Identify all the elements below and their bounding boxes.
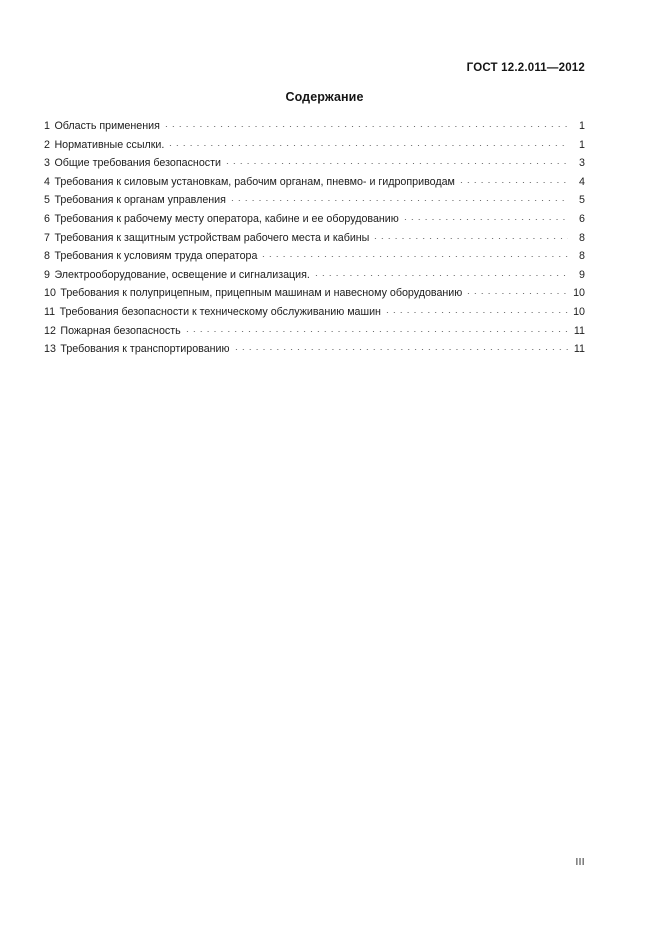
toc-dot-leader (465, 285, 568, 296)
toc-dot-leader (229, 192, 568, 203)
page-title-text: Содержание (285, 90, 364, 104)
toc-entry[interactable] (44, 137, 585, 156)
toc-entry-number: 12 (44, 324, 56, 337)
toc-entry-page-number: 10 (573, 305, 585, 318)
toc-entry-number: 5 (44, 194, 50, 207)
toc-entry-label: Требования к рабочему месту оператора, кабине и ее оборудованию (54, 212, 399, 225)
toc-entry[interactable] (44, 248, 585, 267)
toc-entry-page-number: 8 (579, 250, 585, 263)
toc-dot-leader (384, 304, 568, 315)
toc-entry-label: Требования к полуприцепным, прицепным машинам и навесному оборудованию (60, 287, 463, 300)
toc-entry-page-number: 5 (579, 194, 585, 207)
toc-entry-page-number: 8 (579, 231, 585, 244)
toc-entry-label: Общие требования безопасности (54, 157, 221, 170)
toc-entry-label: Требования к условиям труда оператора (54, 250, 258, 263)
toc-dot-leader (163, 118, 568, 129)
toc-entry-number: 1 (44, 120, 50, 132)
toc-dot-leader (313, 267, 568, 278)
toc-entry[interactable] (44, 285, 585, 304)
toc-entry-label: Требования к защитным устройствам рабочего места и кабины (54, 231, 370, 244)
toc-dot-leader (402, 211, 568, 222)
toc-dot-leader (184, 323, 568, 334)
toc-dot-leader (224, 155, 568, 166)
toc-entry-label: Нормативные ссылки. (54, 138, 165, 151)
toc-entry-page-number: 3 (579, 157, 585, 170)
toc-entry-page-number: 10 (573, 287, 585, 300)
toc-dot-leader (372, 230, 568, 241)
toc-entry-number: 4 (44, 175, 50, 188)
toc-entry-page-number: 6 (579, 212, 585, 225)
toc-entry-page-number: 4 (579, 175, 585, 188)
toc-entry-page-number: 9 (579, 268, 585, 281)
toc-entry-label: Пожарная безопасность (60, 324, 181, 337)
toc-entry-label: Требования к транспортированию (60, 343, 230, 356)
toc-entry-number: 11 (44, 305, 56, 318)
toc-entry[interactable] (44, 211, 585, 230)
toc-entry-label: Электрооборудование, освещение и сигнализация. (54, 268, 310, 281)
toc-entry[interactable] (44, 323, 585, 342)
toc-entry[interactable] (44, 230, 585, 249)
toc-entry-number: 10 (44, 287, 56, 300)
toc-entry-page-number: 1 (579, 138, 585, 151)
toc-entry-label: Требования к органам управления (54, 194, 226, 207)
toc-entry[interactable] (44, 267, 585, 286)
toc-entry-label: Требования к силовым установкам, рабочим органам, пневмо- и гидроприводам (54, 175, 455, 188)
toc-entry[interactable] (44, 118, 585, 137)
toc-entry-number: 6 (44, 212, 50, 225)
table-of-contents (44, 118, 585, 360)
toc-entry-number: 3 (44, 157, 50, 170)
toc-entry-number: 9 (44, 268, 50, 281)
page-folio: III (575, 857, 585, 868)
running-head-standard-number: ГОСТ 12.2.011—2012 (466, 62, 585, 74)
toc-entry-number: 8 (44, 250, 50, 263)
toc-entry-page-number: 11 (573, 324, 585, 337)
toc-dot-leader (458, 174, 568, 185)
toc-entry-number: 7 (44, 231, 50, 244)
page-title (0, 90, 661, 104)
toc-dot-leader (233, 341, 568, 352)
toc-entry-page-number: 1 (579, 120, 585, 132)
toc-entry-page-number: 11 (573, 343, 585, 356)
toc-entry[interactable] (44, 192, 585, 211)
toc-entry[interactable] (44, 174, 585, 193)
toc-entry[interactable] (44, 155, 585, 174)
toc-entry-number: 13 (44, 343, 56, 356)
toc-entry[interactable] (44, 341, 585, 360)
toc-dot-leader (167, 137, 568, 148)
toc-dot-leader (260, 248, 568, 259)
toc-entry-label: Требования безопасности к техническому обслуживанию машин (59, 305, 381, 318)
toc-entry-number: 2 (44, 138, 50, 151)
toc-entry[interactable] (44, 304, 585, 323)
toc-entry-label: Область применения (54, 120, 160, 132)
